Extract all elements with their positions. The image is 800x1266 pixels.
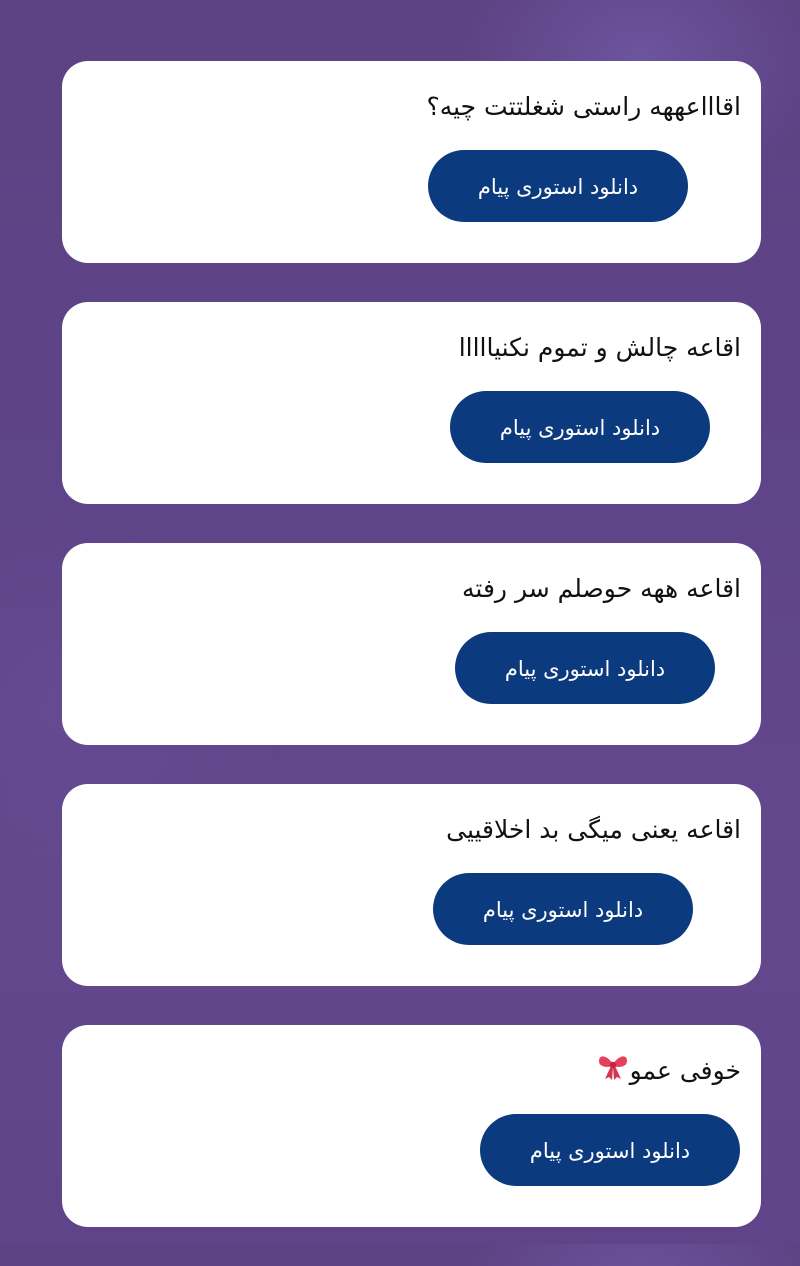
story-message-list [62,61,761,1266]
download-story-button[interactable]: دانلود استوری پیام [450,391,710,463]
message-card [62,784,761,986]
message-text: اقاعه چالش و تموم نکنیااااا [458,333,741,362]
download-story-button[interactable]: دانلود استوری پیام [455,632,715,704]
message-card [62,543,761,745]
message-text-row [82,1051,741,1093]
message-text: اقاااعههه راستی شغلتتت چیه؟ [426,92,741,121]
download-story-button[interactable]: دانلود استوری پیام [480,1114,740,1186]
message-text: خوفی عمو [629,1056,741,1085]
download-story-button[interactable]: دانلود استوری پیام [428,150,688,222]
download-story-button[interactable]: دانلود استوری پیام [433,873,693,945]
message-card [62,302,761,504]
message-card [62,1025,761,1227]
message-text: اقاعه یعنی میگی بد اخلاقییی [446,815,741,844]
message-card [62,61,761,263]
message-text: اقاعه ههه حوصلم سر رفته [462,574,741,603]
ribbon-bow-icon [596,1051,630,1093]
